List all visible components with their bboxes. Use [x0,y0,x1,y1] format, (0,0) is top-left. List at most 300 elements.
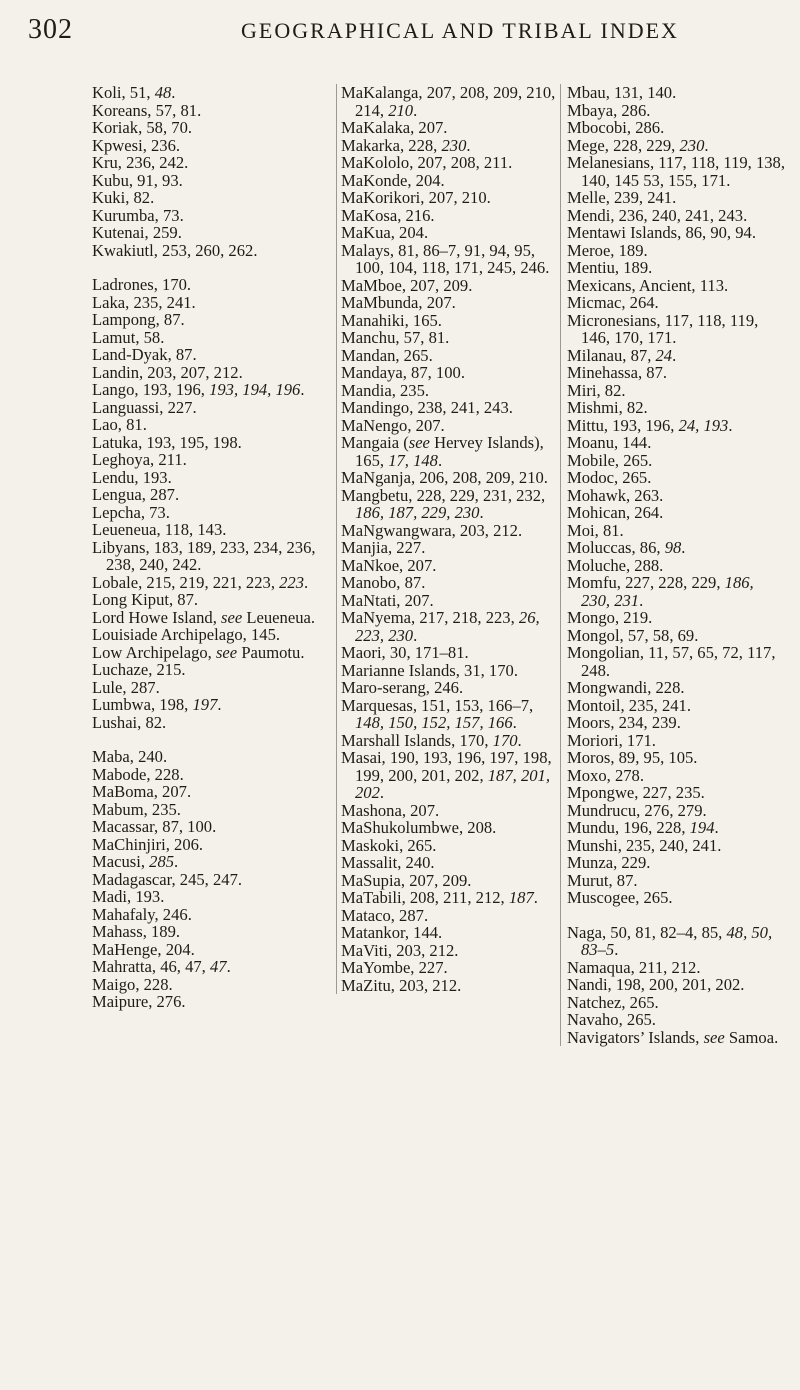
entry-text: Meroe, 189. [567,240,648,260]
index-entry [567,1011,785,1029]
index-entry [567,854,785,872]
entry-text: Mandan, 265. [341,345,433,365]
entry-text: Lepcha, 73. [92,502,170,522]
section-gap [92,259,330,276]
index-entry [567,294,785,312]
index-entry [341,889,561,907]
entry-text: . [379,783,385,802]
index-entry [567,119,785,137]
entry-text: Mabode, 228. [92,764,184,784]
entry-text: Melanesians, 117, 118, 119, 138, 140, 145 53, 155, 171. [567,153,785,190]
italic-text: 98 [664,538,682,557]
index-entry [567,1029,785,1047]
index-entry [92,871,330,889]
index-entry [567,924,785,959]
index-entry [341,469,561,487]
entry-text: MaNtati, 207. [341,590,434,610]
index-entry [567,714,785,732]
italic-text: 47 [209,957,227,976]
entry-text: Mangaia ( [341,433,409,452]
entry-text: Lendu, 193. [92,467,172,487]
italic-text: 17, 148 [388,450,438,470]
index-entry [92,626,330,644]
entry-text: MaKosa, 216. [341,205,435,225]
entry-text: Melle, 239, 241. [567,188,677,207]
index-entry [567,837,785,855]
entry-text: Maipure, 276. [92,992,186,1011]
entry-text: MaTabili, 208, 211, 212, [341,888,509,907]
index-entry [567,872,785,890]
index-entry [341,539,561,557]
index-entry [567,557,785,575]
entry-text: Modoc, 265. [567,468,652,487]
entry-text: MaYombe, 227. [341,958,448,977]
index-column-1 [92,84,330,1011]
italic-text: 48 [154,83,172,102]
index-entry [92,923,330,941]
entry-text: Mittu, 193, 196, [567,415,679,435]
italic-text: see [221,607,243,627]
entry-text: Samoa. [724,1027,779,1047]
index-entry [567,417,785,435]
index-entry [341,872,561,890]
index-entry [92,346,330,364]
index-entry [567,976,785,994]
index-entry [92,119,330,137]
entry-text: MaBoma, 207. [92,782,192,801]
entry-text: Mashona, 207. [341,800,440,820]
index-entry [341,277,561,295]
entry-text: Moluche, 288. [567,555,664,575]
entry-text: Lampong, 87. [92,310,185,329]
entry-text: . [171,83,176,102]
entry-text: Mataco, 287. [341,905,429,925]
index-entry [567,784,785,802]
entry-text: Navigators’ Islands, [567,1027,704,1047]
index-entry [567,994,785,1012]
entry-text: . [437,450,443,470]
index-entry [567,469,785,487]
index-entry [567,539,785,557]
index-column-3 [560,84,785,1046]
entry-text: Madagascar, 245, 247. [92,869,243,889]
index-entry [92,818,330,836]
index-entry [92,504,330,522]
index-entry [567,959,785,977]
italic-text: 193, 194, 196 [209,380,301,399]
entry-text: Mohawk, 263. [567,485,664,505]
entry-text: Moors, 234, 239. [567,713,681,732]
index-entry [341,329,561,347]
entry-text: . [466,135,471,155]
entry-text: Leghoya, 211. [92,450,187,469]
index-entry [341,679,561,697]
index-entry [92,399,330,417]
index-entry [92,207,330,225]
entry-text: MaNganja, 206, 208, 209, 210. [341,468,548,487]
index-entry [92,242,330,260]
entry-text: Mendi, 236, 240, 241, 243. [567,205,748,225]
index-entry [567,609,785,627]
entry-text: . [413,625,418,645]
index-entry [92,853,330,871]
entry-text: Moi, 81. [567,520,624,540]
italic-text: 187 [508,888,534,907]
entry-text: MaKalanga, 207, 208, 209, 210, 214, [341,83,556,120]
entry-text: . [714,818,719,837]
entry-text: Macassar, 87, 100. [92,817,217,836]
entry-text: MaKonde, 204. [341,170,445,190]
index-entry [567,732,785,750]
entry-text: Moluccas, 86, [567,538,665,557]
index-entry [92,137,330,155]
index-entry [92,329,330,347]
index-entry [341,609,561,644]
entry-text: MaNengo, 207. [341,415,445,435]
index-entry [567,224,785,242]
entry-text: Mobile, 265. [567,450,653,470]
index-entry [92,644,330,662]
entry-text: Murut, 87. [567,870,638,890]
entry-text: Lobale, 215, 219, 221, 223, [92,572,280,592]
index-entry [341,644,561,662]
index-entry [92,766,330,784]
entry-text: Milanau, 87, [567,345,656,365]
entry-text: . [300,380,305,399]
entry-text: Leueneua, 118, 143. [92,520,227,539]
index-entry [341,749,561,802]
entry-text: Libyans, 183, 189, 233, 234, 236, 238, 240, 242. [92,537,316,574]
index-column-2 [336,84,561,994]
entry-text: Kuki, 82. [92,188,155,207]
entry-text: . [704,135,709,155]
index-entry [92,941,330,959]
italic-text: 186, 187, 229, 230 [355,503,480,522]
index-entry [567,819,785,837]
entry-text: . [217,695,222,714]
entry-text: Naga, 50, 81, 82–4, 85, [567,922,727,942]
entry-text: Micronesians, 117, 118, 119, 146, 170, 171. [567,310,759,347]
entry-text: . [479,503,484,522]
index-entry [92,102,330,120]
entry-text: Lule, 287. [92,677,160,697]
entry-text: Kutenai, 259. [92,223,182,242]
italic-text: 210 [388,100,414,120]
index-entry [341,189,561,207]
entry-text: Mongol, 57, 58, 69. [567,625,699,645]
index-entry [567,364,785,382]
index-entry [92,679,330,697]
entry-text: Mbau, 131, 140. [567,83,677,102]
entry-text: Lao, 81. [92,415,147,434]
entry-text: Maba, 240. [92,747,168,766]
index-entry [341,154,561,172]
entry-text: Muscogee, 265. [567,888,673,907]
index-entry [92,381,330,399]
entry-text: MaViti, 203, 212. [341,940,459,960]
entry-text: MaKorikori, 207, 210. [341,188,491,207]
index-entry [341,172,561,190]
index-entry [567,347,785,365]
index-entry [567,697,785,715]
index-entry [567,382,785,400]
index-entry [92,434,330,452]
entry-text: Mundrucu, 276, 279. [567,800,707,820]
entry-text: Manjia, 227. [341,538,426,557]
index-entry [341,294,561,312]
entry-text: Lango, 193, 196, [92,380,210,399]
index-entry [567,102,785,120]
index-entry [567,487,785,505]
index-entry [341,137,561,155]
index-entry [92,311,330,329]
entry-text: MaNyema, 217, 218, 223, [341,608,519,627]
index-entry [567,802,785,820]
italic-text: 186, 230, 231 [581,573,754,610]
entry-text: Koreans, 57, 81. [92,100,202,120]
entry-text: Mahratta, 46, 47, [92,957,210,976]
index-entry [341,487,561,522]
entry-text: Moros, 89, 95, 105. [567,748,698,767]
entry-text: Natchez, 265. [567,992,659,1012]
entry-text: Mandaya, 87, 100. [341,363,465,382]
italic-text: 230 [679,135,705,155]
italic-text: 230 [441,135,467,155]
entry-text: Kpwesi, 236. [92,135,181,155]
entry-text: Latuka, 193, 195, 198. [92,432,242,452]
index-entry [92,976,330,994]
entry-text: . [174,852,179,871]
entry-text: Lamut, 58. [92,327,165,347]
index-entry [567,137,785,155]
entry-text: Matankor, 144. [341,923,443,942]
index-entry [567,259,785,277]
entry-text: Lushai, 82. [92,712,167,732]
entry-text: Mandingo, 238, 241, 243. [341,398,513,417]
entry-text: Moxo, 278. [567,765,644,785]
entry-text: Lumbwa, 198, [92,695,193,714]
index-entry [567,767,785,785]
entry-text: Marquesas, 151, 153, 166–7, [341,695,534,715]
entry-text: MaZitu, 203, 212. [341,975,462,995]
entry-text: Kurumba, 73. [92,205,184,225]
index-entry [92,451,330,469]
entry-text: Mbocobi, 286. [567,118,665,137]
entry-text: . [517,730,522,750]
index-entry [567,627,785,645]
entry-text: Momfu, 227, 228, 229, [567,573,725,592]
entry-text: MaKololo, 207, 208, 211. [341,153,513,172]
entry-text: Minehassa, 87. [567,363,668,382]
entry-text: Landin, 203, 207, 212. [92,362,243,382]
italic-text: 24 [655,345,673,365]
entry-text: Mexicans, Ancient, 113. [567,275,729,295]
entry-text: . [226,957,231,976]
index-entry [92,276,330,294]
index-entry [92,888,330,906]
entry-text: Kubu, 91, 93. [92,170,183,190]
entry-text: Leueneua. [242,607,316,627]
index-entry [567,522,785,540]
index-entry [92,189,330,207]
index-entry [341,592,561,610]
entry-text: Kru, 236, 242. [92,153,189,172]
index-entry [567,679,785,697]
entry-text: Long Kiput, 87. [92,590,199,609]
entry-text: Maori, 30, 171–81. [341,643,469,662]
entry-text: MaChinjiri, 206. [92,834,204,854]
index-entry [567,207,785,225]
entry-text: Mentiu, 189. [567,258,653,277]
index-entry [341,837,561,855]
index-entry [567,399,785,417]
index-entry [92,294,330,312]
entry-text: . [639,590,644,610]
entry-text: Nandi, 198, 200, 201, 202. [567,975,745,994]
entry-text: Hervey Islands), 165, [355,433,544,470]
index-entry [92,609,330,627]
entry-text: Laka, 235, 241. [92,292,196,312]
index-entry [567,749,785,767]
entry-text: Malays, 81, 86–7, 91, 94, 95, 100, 104, 118, 171, 245, 246. [341,240,550,277]
entry-text: Micmac, 264. [567,293,659,312]
italic-text: see [703,1027,725,1047]
index-entry [341,347,561,365]
entry-text: Maigo, 228. [92,974,173,994]
italic-text: see [215,642,238,662]
index-entry [92,696,330,714]
index-entry [341,364,561,382]
index-entry [341,207,561,225]
index-entry [92,993,330,1011]
entry-text: . [304,572,309,592]
entry-text: Macusi, [92,852,150,871]
entry-text: MaShukolumbwe, 208. [341,818,497,837]
entry-text: Masai, 190, 193, 196, 197, 198, 199, 200, 201, 202, [341,748,552,785]
entry-text: . [614,940,619,959]
index-entry [341,924,561,942]
index-entry [341,697,561,732]
index-entry [567,504,785,522]
entry-text: MaHenge, 204. [92,939,195,959]
entry-text: Koli, 51, [92,83,155,102]
entry-text: Luchaze, 215. [92,660,186,679]
index-entry [567,242,785,260]
index-entry [92,836,330,854]
entry-text: MaMboe, 207, 209. [341,275,473,295]
entry-text: Mentawi Islands, 86, 90, 94. [567,223,756,242]
index-entry [341,522,561,540]
index-entry [92,486,330,504]
index-entry [92,574,330,592]
entry-text: Mongo, 219. [567,608,653,627]
entry-text: . [512,713,517,732]
entry-text: Low Archipelago, [92,642,216,662]
section-gap [92,731,330,748]
index-entry [341,312,561,330]
index-entry [92,521,330,539]
entry-text: Montoil, 235, 241. [567,695,691,715]
italic-text: 24, 193 [678,415,729,435]
entry-text: . [533,888,538,907]
entry-text: Languassi, 227. [92,397,197,417]
entry-text: Mabum, 235. [92,799,181,819]
entry-text: Mishmi, 82. [567,398,648,417]
entry-text: Ladrones, 170. [92,275,192,294]
entry-text: MaNgwangwara, 203, 212. [341,520,523,540]
entry-text: . [681,538,686,557]
entry-text: Lord Howe Island, [92,607,222,627]
index-entry [341,662,561,680]
entry-text: Land-Dyak, 87. [92,345,197,364]
entry-text: Paumotu. [237,642,305,662]
entry-text: Massalit, 240. [341,853,435,872]
index-entry [92,661,330,679]
index-entry [92,469,330,487]
index-entry [92,364,330,382]
entry-text: Mongolian, 11, 57, 65, 72, 117, 248. [567,643,776,680]
italic-text: 197 [192,695,218,714]
running-title: GEOGRAPHICAL AND TRIBAL INDEX [241,18,679,43]
entry-text: Munza, 229. [567,853,651,872]
page-header [0,14,800,58]
index-entry [341,977,561,995]
entry-text: Mege, 228, 229, [567,135,680,155]
entry-text: Namaqua, 211, 212. [567,957,701,977]
entry-text: MaMbunda, 207. [341,293,456,312]
index-entry [341,802,561,820]
entry-text: Mongwandi, 228. [567,678,685,697]
index-entry [92,714,330,732]
entry-text: Maro-serang, 246. [341,678,464,697]
entry-text: Marshall Islands, 170, [341,730,493,750]
entry-text: Lengua, 287. [92,485,180,504]
italic-text: 170 [492,730,518,750]
italic-text: 223 [279,572,305,592]
entry-text: Kwakiutl, 253, 260, 262. [92,240,258,260]
index-entry [341,959,561,977]
index-entry [92,172,330,190]
entry-text: Madi, 193. [92,887,165,906]
entry-text: Maskoki, 265. [341,835,437,855]
index-entry [92,224,330,242]
index-entry [341,557,561,575]
entry-text: Munshi, 235, 240, 241. [567,835,722,855]
index-entry [341,119,561,137]
index-entry [567,277,785,295]
italic-text: see [408,433,430,452]
index-entry [567,574,785,609]
index-entry [567,452,785,470]
entry-text: Manobo, 87. [341,573,426,592]
index-entry [341,84,561,119]
index-entry [341,942,561,960]
entry-text: MaKalaka, 207. [341,118,448,137]
index-entry [92,783,330,801]
index-entry [567,644,785,679]
index-entry [341,434,561,469]
entry-text: . [413,100,418,120]
index-entry [92,416,330,434]
index-entry [341,574,561,592]
italic-text: 285 [149,852,175,871]
index-entry [567,312,785,347]
entry-text: Mundu, 196, 228, [567,818,690,837]
index-entry [92,801,330,819]
index-entry [92,906,330,924]
italic-text: 148, 150, 152, 157, 166 [355,713,513,732]
index-entry [341,242,561,277]
